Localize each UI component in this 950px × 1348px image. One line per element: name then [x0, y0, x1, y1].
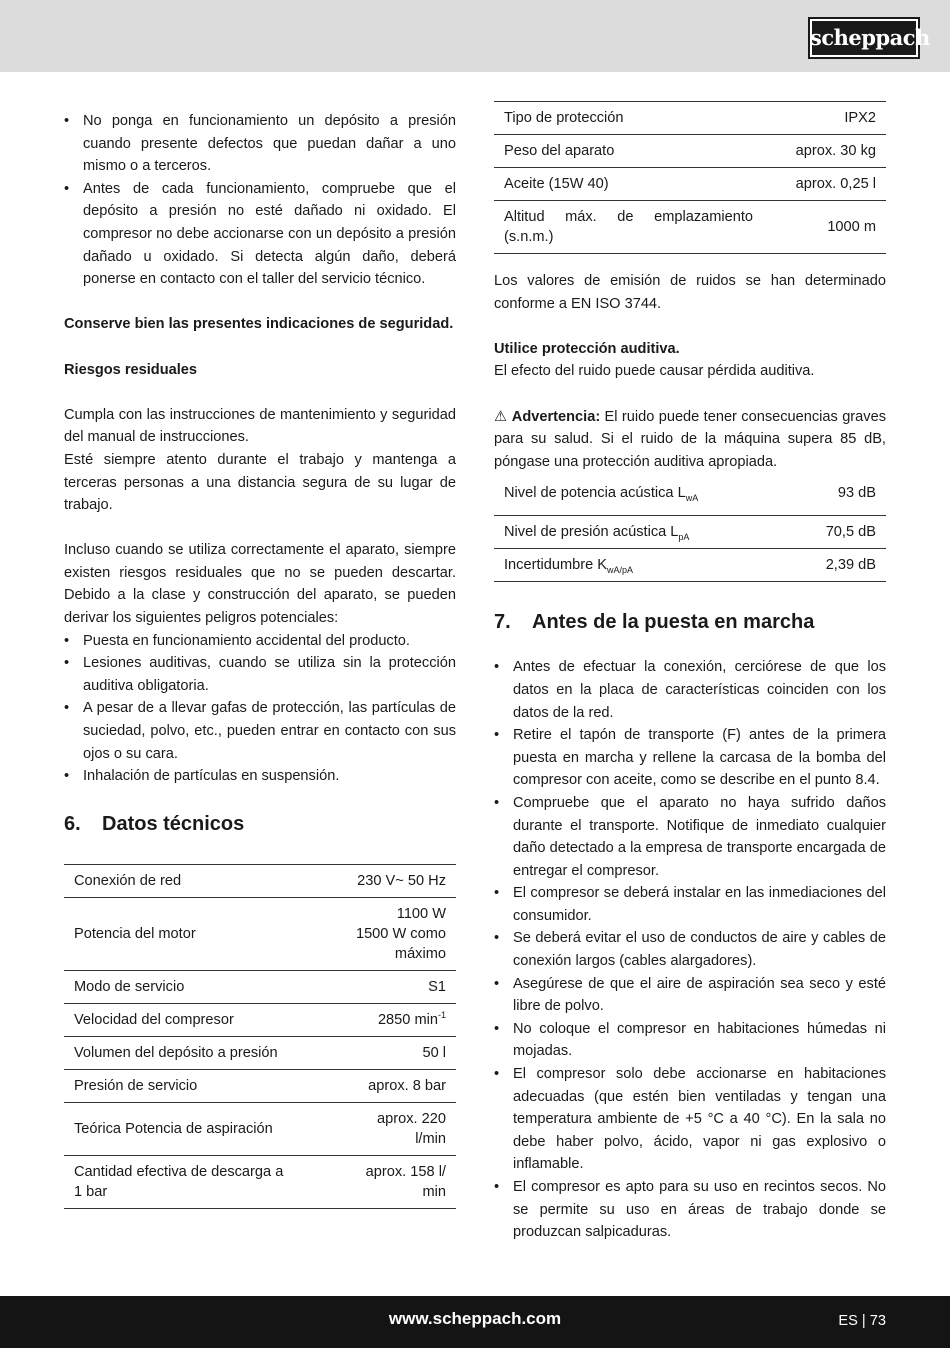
- section-number: 7.: [494, 611, 511, 634]
- spec-value-text: 2850 min: [377, 1011, 438, 1028]
- list-item: • Asegúrese de que el aire de aspiración sea seco y esté libre de polvo.: [494, 973, 886, 1018]
- spec-label: Teórica Potencia de aspiración: [74, 1120, 273, 1137]
- spec-label: Tipo de protección: [504, 110, 624, 126]
- list-item: • Compruebe que el aparato no haya sufrido daños durante el transporte. Notifique de inmediato cualquier daño detectado a la empresa de transporte encargada de entregar el compresor.: [494, 792, 886, 882]
- table-row: [64, 864, 456, 897]
- warning-label: Advertencia:: [511, 408, 601, 425]
- residual-paragraph: Incluso cuando se utiliza correctamente el aparato, siempre existen riesgos residuales que no se pueden descartar. Debido a la clase y construcción del aparato, se pueden derivar los siguientes peligros potenciales:: [64, 542, 456, 627]
- noise-label: [494, 477, 789, 516]
- residual-paragraph: Esté siempre atento durante el trabajo y mantenga a terceras personas a una distancia segura de su lugar de trabajo.: [64, 451, 456, 514]
- spec-value-line: 1100 W: [396, 905, 446, 922]
- list-item: • El compresor es apto para su uso en recintos secos. No se permite su uso en áreas de trabajo donde se produzcan salpicaduras.: [494, 1176, 886, 1244]
- spec-value: [329, 897, 456, 970]
- language-code: ES: [838, 1313, 858, 1329]
- spec-value: [329, 1003, 456, 1036]
- header-bar: [0, 0, 950, 72]
- table-row: [494, 201, 886, 254]
- noise-value: 70,5 dB: [825, 524, 876, 541]
- section-number: 6.: [64, 812, 81, 835]
- right-column: [494, 101, 886, 1244]
- list-item: • Lesiones auditivas, cuando se utiliza sin la protección auditiva obligatoria.: [64, 652, 456, 697]
- warning-triangle-icon: ⚠: [494, 408, 508, 425]
- list-item: • No coloque el compresor en habitaciones húmedas ni mojadas.: [494, 1018, 886, 1063]
- spec-value-line: aprox. 220: [377, 1110, 446, 1127]
- spec-value: aprox. 0,25 l: [795, 176, 876, 192]
- noise-label-text: Nivel de potencia acústica L: [504, 485, 686, 502]
- spec-label: Potencia del motor: [74, 925, 196, 942]
- spec-label: Conexión de red: [74, 872, 182, 889]
- spec-value: S1: [428, 978, 446, 995]
- scheppach-logo: scheppach: [808, 17, 920, 59]
- list-item: • Puesta en funcionamiento accidental del producto.: [64, 630, 456, 653]
- spec-value-exponent: -1: [437, 1009, 446, 1020]
- spec-label: Velocidad del compresor: [74, 1011, 234, 1028]
- noise-label-subscript: wA/pA: [607, 565, 634, 576]
- table-row: [64, 970, 456, 1003]
- noise-label: [494, 516, 789, 549]
- spec-label: Peso del aparato: [504, 143, 615, 159]
- noise-values-table: [494, 477, 886, 582]
- residual-paragraph: Cumpla con las instrucciones de mantenimiento y seguridad del manual de instrucciones.: [64, 406, 456, 446]
- spec-label: [494, 201, 763, 254]
- residual-risks-heading: Riesgos residuales: [64, 361, 198, 378]
- list-item: • Antes de efectuar la conexión, cerciórese de que los datos en la placa de características coinciden con los datos de la red.: [494, 656, 886, 724]
- table-row: [64, 1069, 456, 1102]
- noise-label-text: Incertidumbre K: [504, 557, 608, 574]
- spec-value: [329, 1155, 456, 1208]
- list-item: • El compresor se deberá instalar en las inmediaciones del consumidor.: [494, 882, 886, 927]
- spec-label: [64, 1155, 329, 1208]
- noise-label-subscript: pA: [678, 532, 690, 543]
- spec-value: aprox. 8 bar: [368, 1077, 446, 1094]
- noise-label: [494, 549, 789, 582]
- table-row: [64, 1036, 456, 1069]
- list-item: • Se deberá evitar el uso de conductos de aire y cables de conexión largos (cables alargadores).: [494, 927, 886, 972]
- keep-instructions-note: Conserve bien las presentes indicaciones de seguridad.: [64, 316, 454, 333]
- spec-value: 1000 m: [827, 219, 876, 235]
- section-title: Antes de la puesta en marcha: [532, 611, 815, 634]
- technical-data-table: [64, 864, 456, 1209]
- spec-label: Volumen del depósito a presión: [74, 1044, 278, 1061]
- spec-label-line: (s.n.m.): [504, 229, 554, 245]
- table-row: [64, 897, 456, 970]
- spec-value-line: máximo: [394, 945, 446, 962]
- table-row: [494, 516, 886, 549]
- table-row: [64, 1102, 456, 1155]
- hazard-bullet-list: [64, 630, 456, 788]
- spec-value: [329, 1102, 456, 1155]
- list-item: • A pesar de a llevar gafas de protección, las partículas de suciedad, polvo, etc., pueden entrar en contacto con sus ojos o su cara.: [64, 697, 456, 765]
- table-row: [494, 168, 886, 201]
- spec-value-line: 1500 W como: [355, 925, 446, 942]
- noise-label-subscript: wA: [685, 493, 699, 504]
- table-row: [494, 549, 886, 582]
- noise-warning: [494, 406, 886, 474]
- noise-measurement-note: Los valores de emisión de ruidos se han determinado conforme a EN ISO 3744.: [494, 273, 886, 312]
- safety-bullet-list: [64, 110, 456, 291]
- spec-label: Aceite (15W 40): [504, 176, 609, 192]
- footer-bar: [0, 1296, 950, 1348]
- noise-label-text: Nivel de presión acústica L: [504, 524, 679, 541]
- noise-value: 93 dB: [837, 485, 876, 502]
- page-separator: |: [861, 1313, 866, 1329]
- spec-value: IPX2: [844, 110, 876, 126]
- spec-value-line: aprox. 158 l/: [365, 1163, 446, 1180]
- section-6-heading: [64, 810, 456, 838]
- warning-text: El ruido puede tener consecuencias graves para su salud. Si el ruido de la máquina supera 85 dB, póngase una protección auditiva apropiada.: [494, 408, 886, 470]
- table-row: [64, 1155, 456, 1208]
- list-item: • Antes de cada funcionamiento, compruebe que el depósito a presión no esté dañado ni oxidado. El compresor no debe accionarse con un depósito a presión dañado u oxidado. Si detecta algún daño, deberá ponerse en contacto con el taller del servicio técnico.: [64, 178, 456, 291]
- table-row: [64, 1003, 456, 1036]
- spec-label-line: Cantidad efectiva de descarga a: [74, 1163, 284, 1180]
- spec-value-line: min: [422, 1183, 446, 1200]
- hearing-protection-heading: Utilice protección auditiva.: [494, 340, 680, 357]
- spec-label: Presión de servicio: [74, 1077, 198, 1094]
- spec-label-line: Altitud máx. de emplazamiento: [504, 209, 754, 225]
- hearing-protection-text: El efecto del ruido puede causar pérdida auditiva.: [494, 363, 815, 380]
- page-indicator: [838, 1310, 886, 1333]
- noise-value: 2,39 dB: [825, 557, 876, 574]
- table-row: [494, 477, 886, 516]
- section-7-heading: [494, 608, 886, 636]
- technical-data-table-continued: [494, 101, 886, 254]
- startup-bullet-list: [494, 656, 886, 1243]
- spec-label-line: 1 bar: [74, 1183, 108, 1200]
- page-number: 73: [869, 1313, 886, 1329]
- table-row: [494, 102, 886, 135]
- spec-value-line: l/min: [415, 1130, 446, 1147]
- section-title: Datos técnicos: [102, 812, 245, 835]
- spec-value: 230 V~ 50 Hz: [357, 872, 446, 889]
- list-item: • No ponga en funcionamiento un depósito a presión cuando presente defectos que puedan dañar a uno mismo o a terceros.: [64, 110, 456, 178]
- website-link[interactable]: www.scheppach.com: [388, 1309, 562, 1328]
- list-item: • El compresor solo debe accionarse en habitaciones adecuadas (que estén bien ventiladas y tengan una temperatura ambiente de +5 °C a 40 °C). En la sala no debe haber polvo, ácido, vapor ni gas explosivo o inflamable.: [494, 1063, 886, 1176]
- list-item: • Inhalación de partículas en suspensión.: [64, 765, 456, 788]
- spec-value: 50 l: [422, 1044, 446, 1061]
- spec-label: Modo de servicio: [74, 978, 185, 995]
- left-column: [64, 110, 456, 1209]
- list-item: • Retire el tapón de transporte (F) antes de la primera puesta en marcha y rellene la carcasa de la bomba del compresor con aceite, como se describe en el punto 8.4.: [494, 724, 886, 792]
- spec-value: aprox. 30 kg: [795, 143, 876, 159]
- table-row: [494, 135, 886, 168]
